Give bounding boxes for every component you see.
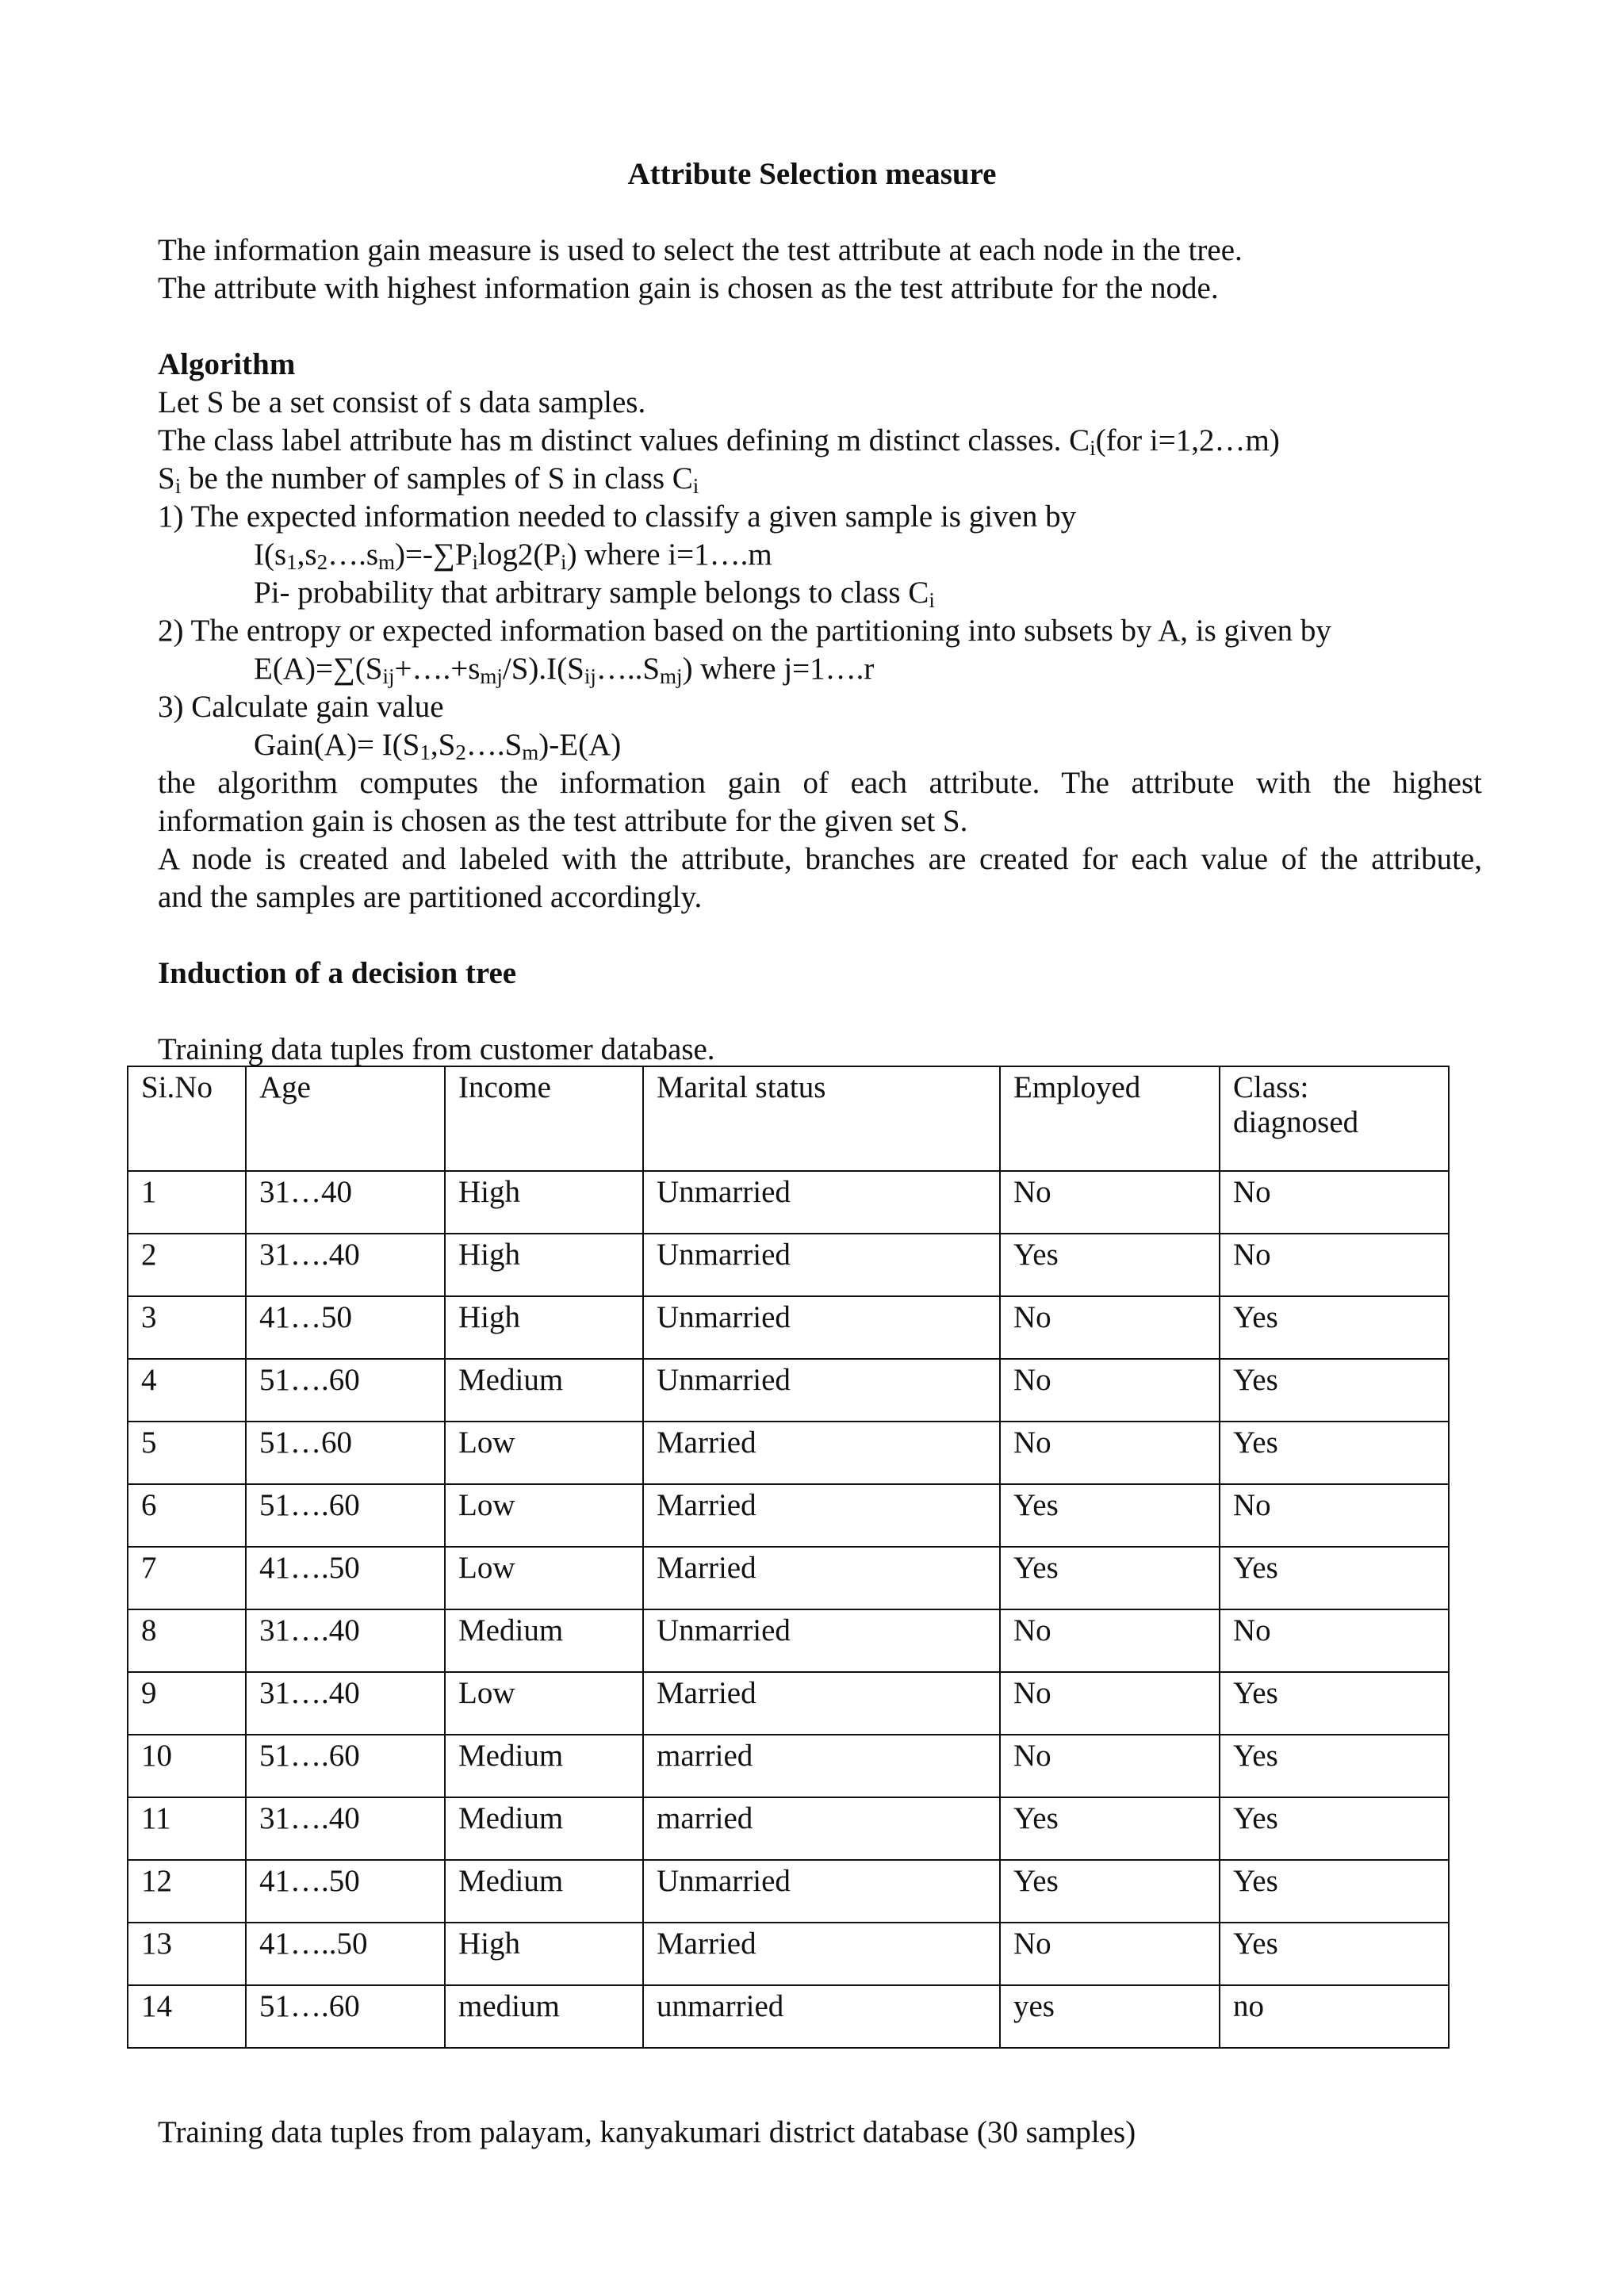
- training-data-table: [127, 1066, 1450, 2049]
- header-employed: Employed: [1000, 1066, 1220, 1171]
- cell-marital-status: Unmarried: [643, 1359, 1000, 1422]
- cell-marital-status: Married: [643, 1422, 1000, 1484]
- cell-si-no: 3: [128, 1296, 246, 1359]
- cell-si-no: 4: [128, 1359, 246, 1422]
- cell-class: Yes: [1220, 1422, 1449, 1484]
- cell-age: 41…50: [246, 1296, 445, 1359]
- cell-income: Medium: [445, 1797, 643, 1860]
- header-class-diagnosed: Class: diagnosed: [1220, 1066, 1449, 1171]
- cell-age: 51….60: [246, 1985, 445, 2048]
- cell-income: Medium: [445, 1359, 643, 1422]
- cell-marital-status: Married: [643, 1484, 1000, 1547]
- cell-class: Yes: [1220, 1672, 1449, 1735]
- algorithm-heading: Algorithm: [158, 347, 296, 381]
- paragraph-2-line-1: A node is created and labeled with the attribute, branches are created for each value of the attribute,: [158, 842, 1482, 876]
- header-age: Age: [246, 1066, 445, 1171]
- cell-employed: No: [1000, 1422, 1220, 1484]
- cell-age: 31….40: [246, 1609, 445, 1672]
- cell-si-no: 10: [128, 1735, 246, 1797]
- formula-gain: Gain(A)= $I(S_1,S_2\dots.S_m)-E(A)$: [254, 728, 622, 764]
- cell-income: Medium: [445, 1735, 643, 1797]
- cell-age: 41….50: [246, 1547, 445, 1609]
- table-row: [128, 1923, 1449, 1985]
- cell-age: 31….40: [246, 1672, 445, 1735]
- footer-caption: Training data tuples from palayam, kanyakumari district database (30 samples): [158, 2115, 1136, 2149]
- cell-employed: Yes: [1000, 1234, 1220, 1296]
- cell-income: High: [445, 1171, 643, 1234]
- cell-class: Yes: [1220, 1359, 1449, 1422]
- cell-si-no: 11: [128, 1797, 246, 1860]
- cell-marital-status: unmarried: [643, 1985, 1000, 2048]
- cell-class: No: [1220, 1484, 1449, 1547]
- step-3: 3) Calculate gain value: [158, 690, 444, 724]
- cell-age: 51….60: [246, 1735, 445, 1797]
- cell-marital-status: Unmarried: [643, 1171, 1000, 1234]
- cell-class: No: [1220, 1171, 1449, 1234]
- paragraph-1-line-1: the algorithm computes the information gain of each attribute. The attribute with the highest: [158, 766, 1482, 800]
- cell-employed: Yes: [1000, 1547, 1220, 1609]
- formula-entropy: $E(A)=\sum(S_{ij}+\dots.+s_{mj}/S).I(S_{ij}\dots..S_{mj})$ where j=1….r: [254, 652, 875, 688]
- table-row: [128, 1860, 1449, 1923]
- cell-age: 41…..50: [246, 1923, 445, 1985]
- table-row: [128, 1234, 1449, 1296]
- probability-note: Pi- probability that arbitrary sample belongs to class $C_i$: [254, 576, 935, 612]
- cell-si-no: 12: [128, 1860, 246, 1923]
- cell-income: Low: [445, 1672, 643, 1735]
- algorithm-line-1: Let S be a set consist of s data samples.: [158, 385, 646, 419]
- cell-income: High: [445, 1923, 643, 1985]
- paragraph-2-line-2: and the samples are partitioned accordingly.: [158, 880, 703, 914]
- header-income: Income: [445, 1066, 643, 1171]
- cell-employed: No: [1000, 1735, 1220, 1797]
- formula-information: $I(s_1,s_2\dots.s_m)=-\sum P_i\log 2(P_i)$ where i=1….m: [254, 538, 772, 574]
- table-row: [128, 1296, 1449, 1359]
- cell-si-no: 1: [128, 1171, 246, 1234]
- cell-class: Yes: [1220, 1735, 1449, 1797]
- algorithm-line-3: $S_i$ be the number of samples of S in class $C_i$: [158, 461, 699, 498]
- cell-age: 31….40: [246, 1234, 445, 1296]
- cell-si-no: 7: [128, 1547, 246, 1609]
- table-row: [128, 1609, 1449, 1672]
- cell-class: Yes: [1220, 1547, 1449, 1609]
- header-si-no: Si.No: [128, 1066, 246, 1171]
- cell-class: No: [1220, 1234, 1449, 1296]
- cell-si-no: 14: [128, 1985, 246, 2048]
- table-row: [128, 1672, 1449, 1735]
- cell-marital-status: Unmarried: [643, 1296, 1000, 1359]
- cell-marital-status: Unmarried: [643, 1609, 1000, 1672]
- cell-income: Low: [445, 1547, 643, 1609]
- cell-employed: Yes: [1000, 1484, 1220, 1547]
- cell-income: High: [445, 1234, 643, 1296]
- cell-si-no: 6: [128, 1484, 246, 1547]
- induction-heading: Induction of a decision tree: [158, 956, 517, 990]
- table-row: [128, 1797, 1449, 1860]
- cell-employed: No: [1000, 1672, 1220, 1735]
- table-header-row: [128, 1066, 1449, 1171]
- cell-income: High: [445, 1296, 643, 1359]
- step-2: 2) The entropy or expected information based on the partitioning into subsets by A, is given by: [158, 614, 1331, 648]
- cell-si-no: 5: [128, 1422, 246, 1484]
- table-row: [128, 1359, 1449, 1422]
- cell-marital-status: married: [643, 1735, 1000, 1797]
- cell-age: 31…40: [246, 1171, 445, 1234]
- cell-age: 51….60: [246, 1484, 445, 1547]
- cell-marital-status: Unmarried: [643, 1860, 1000, 1923]
- cell-employed: No: [1000, 1296, 1220, 1359]
- table-row: [128, 1171, 1449, 1234]
- cell-marital-status: Married: [643, 1672, 1000, 1735]
- page-title: Attribute Selection measure: [627, 157, 997, 191]
- cell-class: Yes: [1220, 1860, 1449, 1923]
- cell-class: Yes: [1220, 1797, 1449, 1860]
- intro-line-1: The information gain measure is used to select the test attribute at each node in the tree.: [158, 233, 1243, 267]
- cell-marital-status: married: [643, 1797, 1000, 1860]
- header-marital-status: Marital status: [643, 1066, 1000, 1171]
- cell-employed: No: [1000, 1171, 1220, 1234]
- cell-income: medium: [445, 1985, 643, 2048]
- algorithm-line-2: The class label attribute has m distinct values defining m distinct classes. $C_i(for$ i=1,2…m): [158, 423, 1280, 460]
- cell-si-no: 9: [128, 1672, 246, 1735]
- cell-si-no: 8: [128, 1609, 246, 1672]
- cell-income: Medium: [445, 1609, 643, 1672]
- cell-employed: No: [1000, 1923, 1220, 1985]
- cell-income: Low: [445, 1422, 643, 1484]
- cell-class: no: [1220, 1985, 1449, 2048]
- cell-income: Low: [445, 1484, 643, 1547]
- cell-employed: yes: [1000, 1985, 1220, 2048]
- cell-age: 41….50: [246, 1860, 445, 1923]
- table-row: [128, 1547, 1449, 1609]
- cell-si-no: 2: [128, 1234, 246, 1296]
- cell-class: Yes: [1220, 1296, 1449, 1359]
- table-row: [128, 1735, 1449, 1797]
- step-1: 1) The expected information needed to classify a given sample is given by: [158, 499, 1077, 534]
- cell-age: 31….40: [246, 1797, 445, 1860]
- table-row: [128, 1422, 1449, 1484]
- cell-class: Yes: [1220, 1923, 1449, 1985]
- intro-line-2: The attribute with highest information gain is chosen as the test attribute for the node.: [158, 271, 1219, 305]
- table-row: [128, 1985, 1449, 2048]
- cell-marital-status: Married: [643, 1547, 1000, 1609]
- paragraph-1-line-2: information gain is chosen as the test attribute for the given set S.: [158, 804, 968, 838]
- cell-class: No: [1220, 1609, 1449, 1672]
- cell-age: 51….60: [246, 1359, 445, 1422]
- cell-employed: Yes: [1000, 1797, 1220, 1860]
- cell-marital-status: Married: [643, 1923, 1000, 1985]
- cell-employed: No: [1000, 1359, 1220, 1422]
- table-row: [128, 1484, 1449, 1547]
- cell-si-no: 13: [128, 1923, 246, 1985]
- cell-employed: Yes: [1000, 1860, 1220, 1923]
- table-caption: Training data tuples from customer database.: [158, 1032, 715, 1066]
- cell-age: 51…60: [246, 1422, 445, 1484]
- cell-income: Medium: [445, 1860, 643, 1923]
- cell-employed: No: [1000, 1609, 1220, 1672]
- cell-marital-status: Unmarried: [643, 1234, 1000, 1296]
